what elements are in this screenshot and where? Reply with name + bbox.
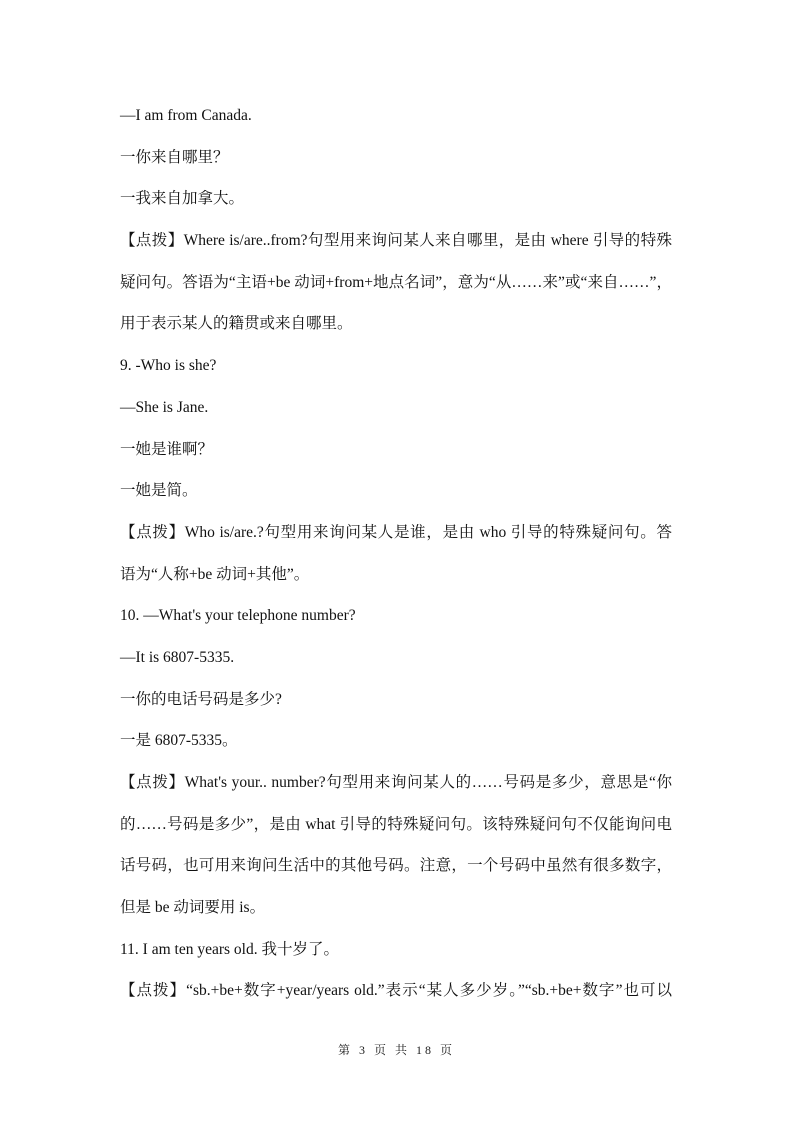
- text-line: 11. I am ten years old. 我十岁了。: [120, 940, 339, 958]
- text-line: 一你来自哪里？: [120, 148, 229, 166]
- text-line: 一她是简。: [120, 482, 198, 500]
- page-number-footer: 第 3 页 共 18 页: [337, 1043, 455, 1057]
- text-line: 语为“人称+be 动词+其他”。: [120, 565, 310, 583]
- text-line: 一你的电话号码是多少?: [120, 690, 282, 708]
- text-line: 的……号码是多少”，是由 what 引导的特殊疑问句。该特殊疑问句不仅能询问电: [120, 815, 672, 833]
- text-line: 【点拨】Where is/are..from?句型用来询问某人来自哪里，是由 where 引导的特殊: [120, 232, 672, 250]
- text-line: 【点拨】What's your.. number?句型用来询问某人的……号码是多少，意思是“你: [120, 774, 672, 791]
- text-line: 一我来自加拿大。: [120, 190, 245, 208]
- text-line: 话号码，也可用来询问生活中的其他号码。注意，一个号码中虽然有很多数字，: [120, 857, 672, 875]
- text-line: 10. —What's your telephone number?: [120, 607, 356, 625]
- text-line: 疑问句。答语为“主语+be 动词+from+地点名词”，意为“从……来”或“来自……”，: [120, 273, 672, 291]
- text-line: 一她是谁啊？: [120, 440, 214, 458]
- text-line: 【点拨】Who is/are.?句型用来询问某人是谁，是由 who 引导的特殊疑问句。答: [120, 523, 672, 541]
- text-line: —She is Jane.: [120, 398, 209, 416]
- document-body: [120, 104, 672, 1021]
- text-line: 一是 6807-5335。: [120, 732, 238, 750]
- text-line: 但是 be 动词要用 is。: [120, 899, 266, 917]
- text-line: —I am from Canada.: [120, 107, 252, 124]
- text-line: 用于表示某人的籍贯或来自哪里。: [120, 315, 353, 333]
- text-line: 【点拨】“sb.+be+数字+year/years old.”表示“某人多少岁。”“sb.+be+数字”也可以: [120, 982, 672, 1000]
- text-line: 9. -Who is she?: [120, 357, 217, 375]
- text-line: —It is 6807-5335.: [120, 648, 235, 666]
